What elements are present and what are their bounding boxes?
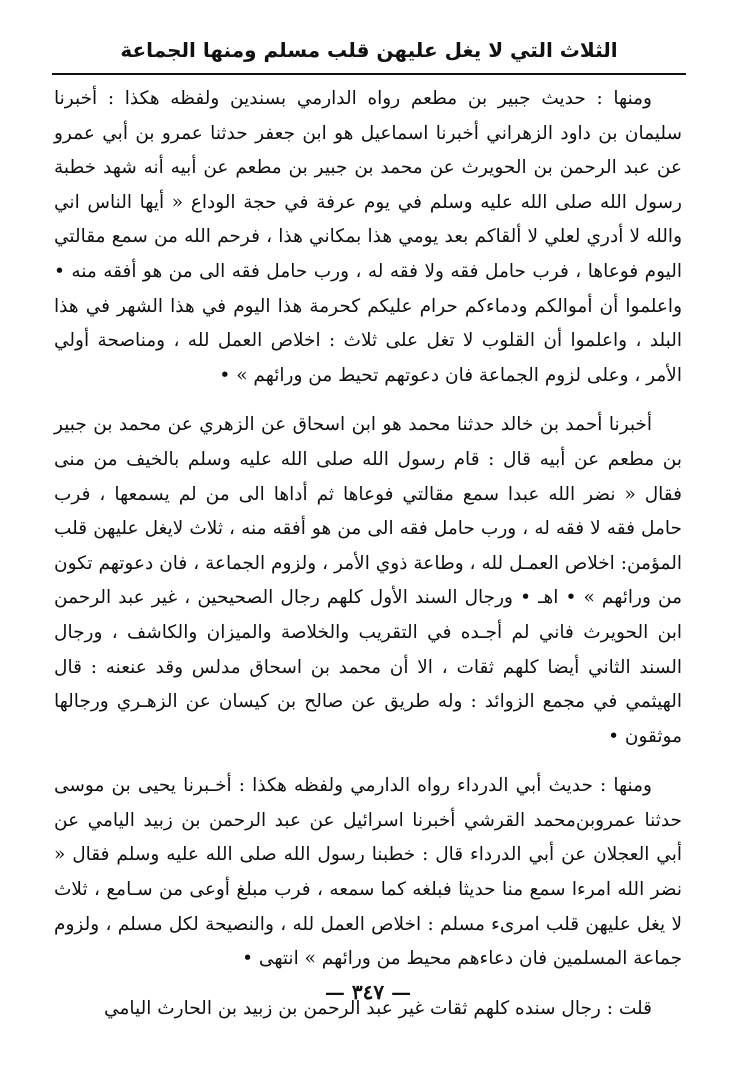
paragraph-commentary: قلت : رجال سنده كلهم ثقات غير عبد الرحمن بن زبيد بن الحارث اليامي (104, 997, 652, 1019)
paragraph-jubayr-hadith: ومنها : حديث جبير بن مطعم رواه الدارمي بسندين ولفظه هكذا : أخبرنا سليمان بن داود الزهراني أخبرنا اسماعيل هو ابن جعفر حدثنا عمرو بن أبي عمرو عن عبد الرحمن بن الحويرث عن محمد بن جبير بن مطعم عن أبيه أنه شهد خطبة رسول الله صلى الله عليه وسلم في يوم عرفة في حجة الوداع « أيها الناس اني والله لا أدري لعلي لا ألقاكم بعد يومي هذا بمكاني هذا ، فرحم الله من سمع مقالتي اليوم فوعاها ، فرب حامل فقه ولا فقه له ، ورب حامل فقه الى من هو أفقه منه • واعلموا أن أموالكم ودماءكم حرام عليكم كحرمة هذا اليوم في هذا الشهر في هذا البلد ، واعلموا أن القلوب لا تغل على ثلاث : اخلاص العمل لله ، ومناصحة أولي الأمر ، وعلى لزوم الجماعة فان دعوتهم تحيط من ورائهم » • (54, 88, 682, 386)
running-head: الثلاث التي لا يغل عليهن قلب مسلم ومنها الجماعة (120, 38, 618, 62)
paragraph-abu-darda-hadith: ومنها : حديث أبي الدرداء رواه الدارمي ولفظه هكذا : أخـبرنا يحيى بن موسى حدثنا عمروبن‌محمد القرشي أخبرنا اسرائيل عن عبد الرحمن بن زبيد اليامي عن أبي العجلان عن أبي الدرداء قال : خطبنا رسول الله صلى الله عليه وسلم فقال « نضر الله امرءا سمع منا حديثا فبلغه كما سمعه ، فرب مبلغ أوعى من سـامع ، ثلاث لا يغل عليهن قلب امرىء مسلم : اخلاص العمل لله ، والنصيحة لكل مسلم ، ولزوم جماعة المسلمين فان دعاءهم محيط من ورائهم » انتهى • (54, 775, 682, 970)
paragraph-second-chain: أخبرنا أحمد بن خالد حدثنا محمد هو ابن اسحاق عن الزهري عن محمد بن جبير بن مطعم عن أبيه قال : قام رسول الله صلى الله عليه وسلم بالخيف من منى فقال « نضر الله عبدا سمع مقالتي فوعاها ثم أداها الى من لم يسمعها ، فرب حامل فقه لا فقه له ، ورب حامل فقه الى من هو أفقه منه ، ثلاث لايغل عليهن قلب المؤمن: اخلاص العمـل لله ، وطاعة ذوي الأمر ، ولزوم الجماعة ، فان دعوتهم تكون من ورائهم » • اهـ • ورجال السند الأول كلهم رجال الصحيحين ، غير عبد الرحمن ابن الحويرث فاني لم أجـده في التقريب والخلاصة والميزان والكاشف ، ورجال السند الثاني أيضا كلهم ثقات ، الا أن محمد بن اسحاق مدلس وقد عنعنه : قال الهيثمي في مجمع الزوائد : وله طريق عن صالح بن كيسان عن الزهـري ورجالها موثقون • (54, 414, 682, 747)
header-rule (52, 73, 686, 75)
page-number: — ٣٤٧ — (324, 980, 412, 1004)
body-text (54, 82, 682, 1026)
